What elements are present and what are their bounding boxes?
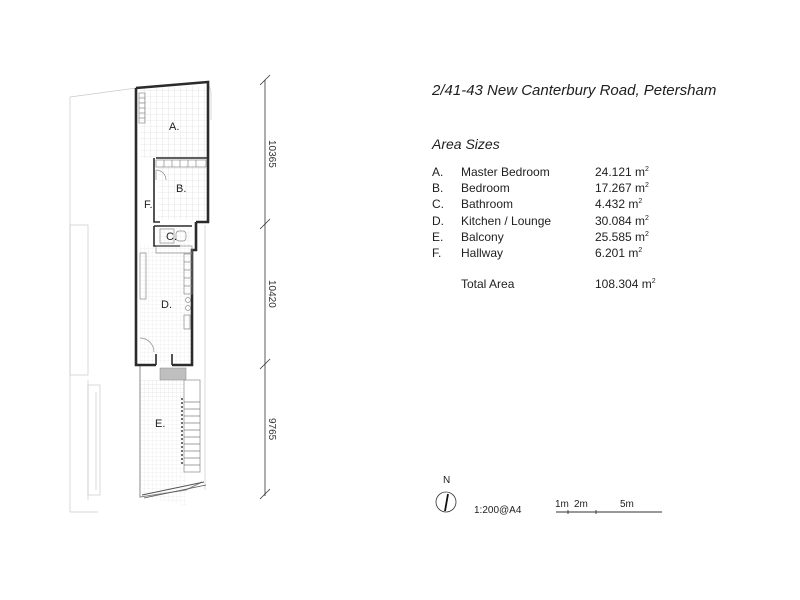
total-area-row [461, 277, 656, 291]
total-area-value: 108.304 $m^2$ [595, 277, 656, 291]
area-letter: D. [432, 213, 444, 228]
area-row [432, 213, 685, 229]
area-name: Balcony [461, 229, 504, 244]
area-row [432, 196, 685, 212]
area-name: Bedroom [461, 181, 510, 196]
area-name: Hallway [461, 246, 504, 261]
area-name: Kitchen / Lounge [461, 213, 552, 228]
area-letter: F. [432, 246, 442, 261]
scalebar-5m-label: 5m [620, 499, 634, 510]
area-value: 17.267 $m^2$ [595, 181, 649, 196]
area-row [432, 245, 685, 261]
area-schedule [432, 164, 685, 261]
area-value: 24.121 $m^2$ [595, 165, 649, 180]
area-letter: A. [432, 165, 444, 180]
area-row [432, 180, 685, 196]
scalebar-1m-label: 1m [555, 499, 569, 510]
north-label: N [443, 475, 451, 486]
area-name: Bathroom [461, 197, 514, 212]
area-value: 4.432 $m^2$ [595, 197, 643, 212]
scale-label: 1:200@A4 [474, 505, 522, 516]
north-arrow [436, 492, 456, 512]
total-area-label: Total Area [461, 277, 515, 291]
area-name: Master Bedroom [461, 165, 550, 180]
property-address-title: 2/41-43 New Canterbury Road, Petersham [432, 82, 717, 99]
balcony-e [140, 365, 206, 505]
dimension-bottom: 9765 [266, 418, 277, 441]
plan-label-e: E. [155, 418, 166, 430]
area-letter: E. [432, 229, 444, 244]
dimension-middle: 10420 [266, 280, 277, 308]
plan-label-d: D. [161, 299, 172, 311]
scalebar-2m-label: 2m [574, 499, 588, 510]
area-letter: C. [432, 197, 444, 212]
area-row [432, 164, 685, 180]
area-letter: B. [432, 181, 444, 196]
area-value: 30.084 $m^2$ [595, 213, 649, 228]
scale-bar [556, 510, 662, 514]
area-row [432, 229, 685, 245]
area-value: 6.201 $m^2$ [595, 246, 643, 261]
plan-label-c: C. [166, 231, 177, 243]
plan-label-f: F. [144, 199, 153, 211]
plan-label-a: A. [169, 121, 180, 133]
plan-label-b: B. [176, 183, 187, 195]
area-sizes-heading: Area Sizes [432, 136, 500, 152]
dimension-top: 10365 [266, 140, 277, 168]
area-value: 25.585 $m^2$ [595, 229, 649, 244]
